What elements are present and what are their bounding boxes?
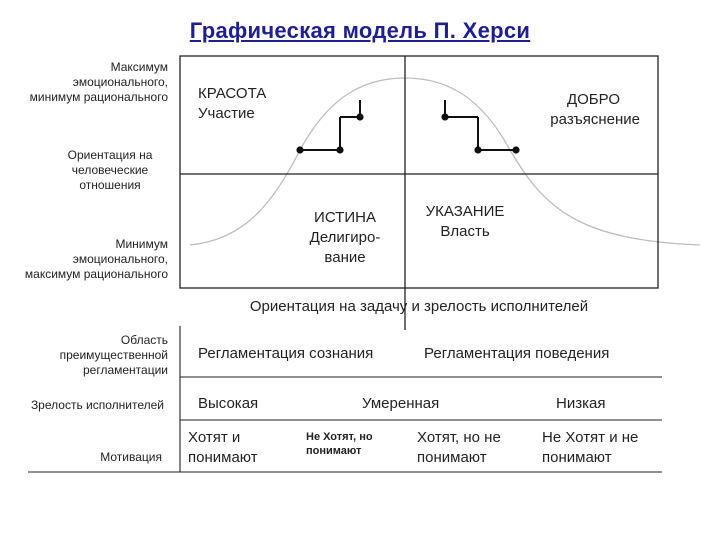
label-min-emotional: Минимум эмоционального, максимум рационального: [24, 237, 168, 281]
axis-label: Ориентация на задачу и зрелость исполнителей: [249, 298, 589, 315]
quadrant-sub-delegation-2: вание: [324, 249, 366, 266]
quadrant-name-instruction: УКАЗАНИЕ: [425, 203, 505, 220]
regulation-consciousness: Регламентация сознания: [198, 345, 374, 362]
quadrant-top-right: [550, 90, 640, 130]
label-motivation: Мотивация: [100, 450, 162, 464]
maturity-high: Высокая: [198, 395, 259, 412]
quadrant-bottom-right: [420, 202, 510, 242]
quadrant-top-left: [198, 84, 266, 124]
maturity-low: Низкая: [556, 395, 606, 412]
quadrant-sub-participation: Участие: [198, 105, 255, 122]
label-max-emotional: Максимум эмоционального, минимум рационального: [29, 60, 168, 104]
motivation-not-want-not-understand: Не Хотят и не понимают: [542, 429, 639, 466]
label-maturity: Зрелость исполнителей: [30, 398, 164, 412]
motivation-not-want-understand: Не Хотят, но понимают: [306, 431, 373, 457]
quadrant-sub-power: Власть: [440, 223, 490, 240]
motivation-want-understand: Хотят и понимают: [188, 429, 258, 466]
page-title: Графическая модель П. Херси: [189, 18, 531, 43]
label-regulation-area: Область преимущественной регламентации: [59, 333, 168, 377]
quadrant-sub-delegation-1: Делигиро-: [309, 229, 381, 246]
motivation-want-not-understand: Хотят, но не понимают: [417, 429, 501, 466]
quadrant-bottom-left: [300, 208, 390, 268]
label-orientation-people: Ориентация на человеческие отношения: [67, 148, 153, 192]
quadrant-name-truth: ИСТИНА: [314, 209, 376, 226]
quadrant-sub-explanation: разъяснение: [550, 111, 640, 128]
maturity-moderate: Умеренная: [362, 395, 440, 412]
quadrant-name-beauty: КРАСОТА: [198, 85, 267, 102]
quadrant-name-good: ДОБРО: [566, 91, 620, 108]
regulation-behavior: Регламентация поведения: [424, 345, 610, 362]
